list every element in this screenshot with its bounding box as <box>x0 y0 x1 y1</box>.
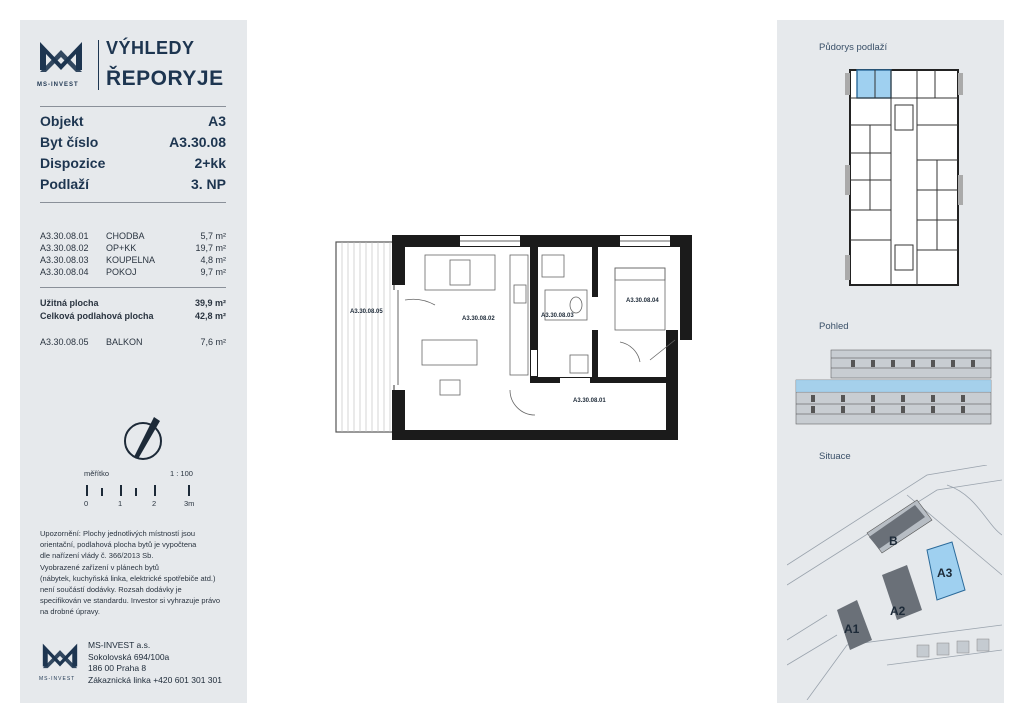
plan-label-bath: A3.30.08.03 <box>541 313 574 319</box>
disclaimer-line: na drobné úpravy. <box>40 607 100 617</box>
divider <box>40 287 226 288</box>
logo-text: MS-INVEST <box>37 82 79 88</box>
balcony-outline <box>336 242 394 432</box>
building-label-a2: A2 <box>890 604 906 618</box>
building-label-b: B <box>889 534 898 548</box>
site-plan-map <box>787 465 1002 700</box>
plan-label-balcony: A3.30.08.05 <box>350 309 383 315</box>
ms-invest-logo-icon <box>38 40 84 84</box>
room-name: POKOJ <box>106 267 137 277</box>
info-value: A3.30.08 <box>169 134 226 150</box>
ms-invest-logo-small-icon <box>40 642 80 678</box>
scale-tick: 0 <box>84 499 89 508</box>
info-row-podlazi <box>40 176 226 192</box>
view-title: Pohled <box>819 321 849 332</box>
plan-label-room: A3.30.08.04 <box>626 298 659 304</box>
info-row-objekt <box>40 113 226 129</box>
logo-divider <box>98 40 99 90</box>
floorplan-title: Půdorys podlaží <box>819 42 888 53</box>
total-value: 39,9 m² <box>194 298 226 308</box>
company-contact <box>88 640 222 686</box>
company-phone: Zákaznická linka +420 601 301 301 <box>88 674 222 685</box>
total-label: Celková podlahová plocha <box>40 311 154 321</box>
info-label: Podlaží <box>40 176 90 192</box>
room-area: 4,8 m² <box>200 255 226 265</box>
scale-tick: 1 <box>118 499 123 508</box>
scale-tick: 3m <box>184 499 195 508</box>
building-elevation <box>791 342 996 427</box>
disclaimer-line: dle nařízení vlády č. 366/2013 Sb. <box>40 551 154 561</box>
room-name: CHODBA <box>106 231 145 241</box>
disclaimer-line: (nábytek, kuchyňská linka, elektrické spotřebiče atd.) <box>40 573 216 583</box>
disclaimer-line: není součástí dodávky. Rozsah dodávky je <box>40 585 182 595</box>
balcony-hatch <box>342 242 390 432</box>
building-floor-plan <box>845 65 965 290</box>
highlighted-apartment <box>857 70 891 98</box>
info-row-byt-cislo <box>40 134 226 150</box>
room-area: 5,7 m² <box>200 231 226 241</box>
total-label: Užitná plocha <box>40 298 99 308</box>
disclaimer <box>40 528 240 618</box>
total-value: 42,8 m² <box>194 311 226 321</box>
highlighted-floor <box>796 380 991 392</box>
info-value: 3. NP <box>190 176 226 192</box>
room-code: A3.30.08.05 <box>40 337 89 347</box>
location-panel <box>777 20 1004 703</box>
scale-tick: 2 <box>152 499 157 508</box>
disclaimer-line: specifikován ve standardu. Investor si vyhrazuje právo <box>40 596 221 606</box>
company-street: Sokolovská 694/100a <box>88 651 170 662</box>
building-label-a3: A3 <box>937 566 953 580</box>
room-code: A3.30.08.01 <box>40 231 89 241</box>
info-panel <box>20 20 247 703</box>
furniture <box>405 255 675 415</box>
divider <box>40 202 226 203</box>
company-name: MS-INVEST a.s. <box>88 640 151 650</box>
info-label: Objekt <box>40 113 84 129</box>
company-city: 186 00 Praha 8 <box>88 663 147 674</box>
disclaimer-line: Upozornění: Plochy jednotlivých místností jsou <box>40 529 196 538</box>
info-label: Byt číslo <box>40 134 99 150</box>
room-area: 9,7 m² <box>200 267 226 277</box>
info-value: A3 <box>208 113 226 129</box>
room-name: KOUPELNA <box>106 255 156 265</box>
room-name: OP+KK <box>106 243 137 253</box>
room-code: A3.30.08.03 <box>40 255 89 265</box>
disclaimer-line: Vyobrazené zařízení v plánech bytů <box>40 562 159 572</box>
project-title-line2: ŘEPORYJE <box>106 67 224 90</box>
scale-ratio: 1 : 100 <box>170 469 193 478</box>
logo-text-small: MS-INVEST <box>39 676 76 682</box>
plan-label-living: A3.30.08.02 <box>462 316 495 322</box>
plan-label-hall: A3.30.08.01 <box>573 398 606 404</box>
project-title-line1: VÝHLEDY <box>106 38 195 58</box>
room-area: 7,6 m² <box>200 337 226 347</box>
room-code: A3.30.08.04 <box>40 267 89 277</box>
info-label: Dispozice <box>40 155 106 171</box>
info-value: 2+kk <box>194 155 226 171</box>
situation-title: Situace <box>819 451 851 462</box>
info-row-dispozice <box>40 155 226 171</box>
room-code: A3.30.08.02 <box>40 243 89 253</box>
disclaimer-line: orientační, podlahová plocha bytů je vypočtena <box>40 540 197 550</box>
building-label-a1: A1 <box>844 622 860 636</box>
room-name: BALKON <box>106 337 143 347</box>
divider <box>40 106 226 107</box>
north-arrow-icon <box>120 415 170 465</box>
scale-label: měřítko <box>84 469 110 478</box>
room-area: 19,7 m² <box>195 243 226 253</box>
apartment-floor-plan <box>330 230 710 450</box>
